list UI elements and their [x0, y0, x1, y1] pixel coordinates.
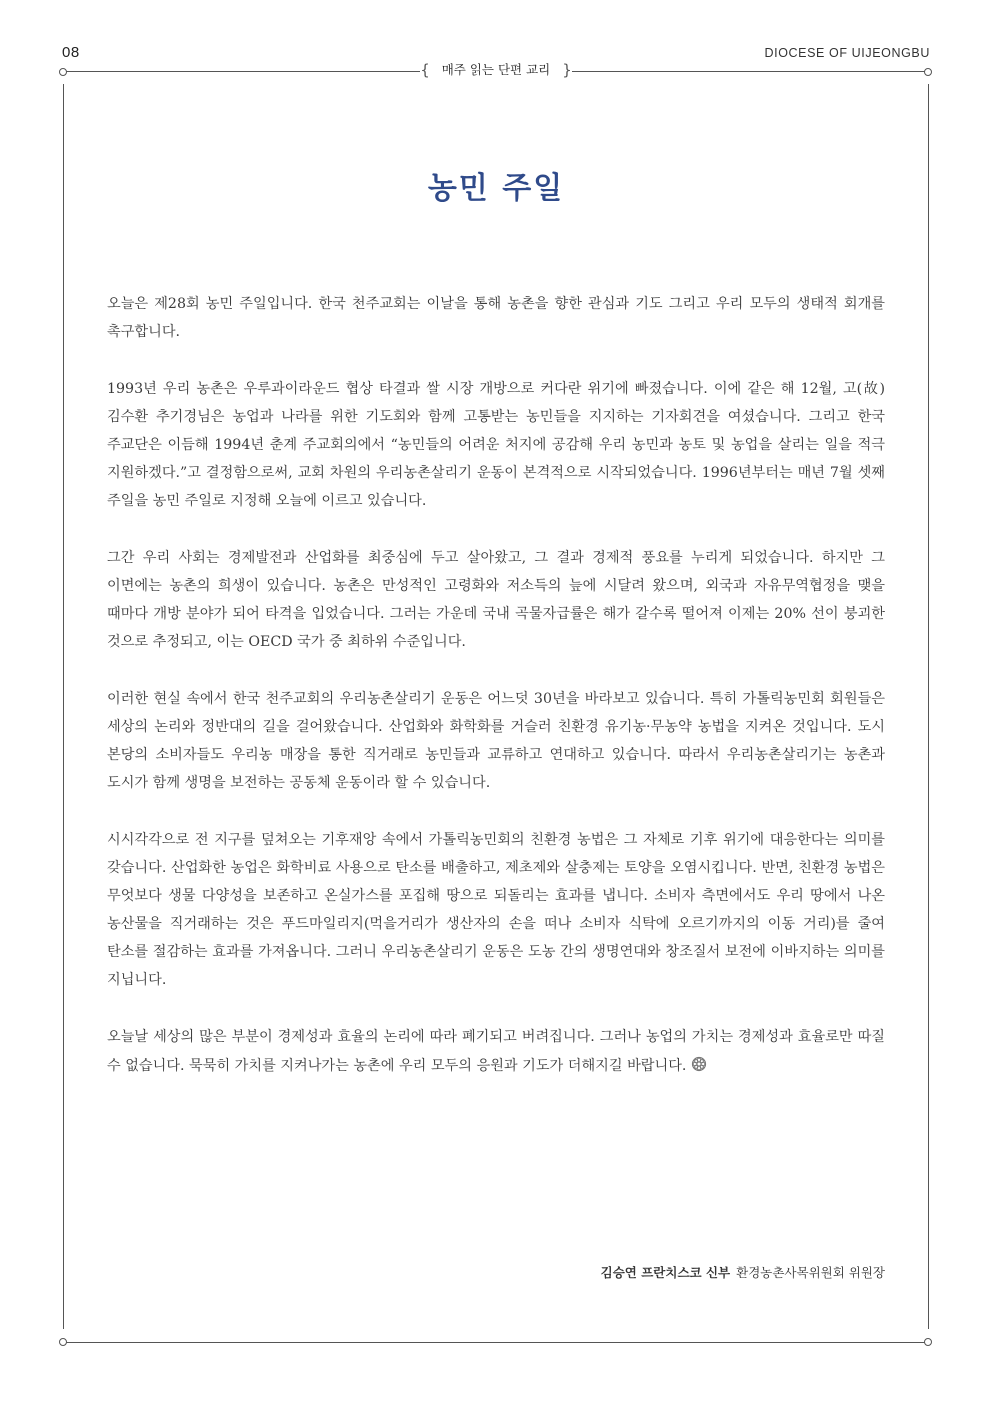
- series-title: 매주 읽는 단편 교리: [438, 62, 555, 77]
- corner-bottom-left: [59, 1338, 67, 1346]
- bottom-border: [66, 1342, 926, 1343]
- author-role: 환경농촌사목위원회 위원장: [736, 1265, 885, 1280]
- author-name: 김승연 프란치스코 신부: [600, 1265, 731, 1280]
- left-border: [63, 84, 64, 1329]
- diocese-name: DIOCESE OF UIJEONGBU: [764, 46, 930, 60]
- paragraph-6-text: 오늘날 세상의 많은 부분이 경제성과 효율의 논리에 따라 폐기되고 버려집니다. 그러나 농업의 가치는 경제성과 효율로만 따질 수 없습니다. 묵묵히 가치를 지켜나가는 농촌에 우리 모두의 응원과 기도가 더해지길 바랍니다.: [107, 1029, 885, 1074]
- paragraph-2: 1993년 우리 농촌은 우루과이라운드 협상 타결과 쌀 시장 개방으로 커다란 위기에 빠졌습니다. 이에 같은 해 12월, 고(故) 김수환 추기경님은 농업과 나라를 위한 기도회와 함께 고통받는 농민들을 지지하는 기자회견을 여셨습니다. 그리고 한국 주교단은 이듬해 1994년 춘계 주교회의에서 “농민들의 어려운 처지에 공감해 우리 농민과 농토 및 농업을 살리는 일을 적극 지원하겠다.”고 결정함으로써, 교회 차원의 우리농촌살리기 운동이 본격적으로 시작되었습니다. 1996년부터는 매년 7월 셋째 주일을 농민 주일로 지정해 오늘에 이르고 있습니다.: [107, 381, 885, 509]
- page-number: 08: [62, 44, 80, 61]
- page-title: 농민 주일: [427, 171, 565, 206]
- paragraph-3: 그간 우리 사회는 경제발전과 산업화를 최중심에 두고 살아왔고, 그 결과 경제적 풍요를 누리게 되었습니다. 하지만 그 이면에는 농촌의 희생이 있습니다. 농촌은 만성적인 고령화와 저소득의 늪에 시달려 왔으며, 외국과 자유무역협정을 맺을 때마다 개방 분야가 되어 타격을 입었습니다. 그러는 가운데 국내 곡물자급률은 해가 갈수록 떨어져 이제는 20% 선이 붕괴한 것으로 추정되고, 이는 OECD 국가 중 최하위 수준입니다.: [107, 550, 885, 650]
- corner-bottom-right: [924, 1338, 932, 1346]
- paragraph-1: 오늘은 제28회 농민 주일입니다. 한국 천주교회는 이날을 통해 농촌을 향한 관심과 기도 그리고 우리 모두의 생태적 회개를 촉구합니다.: [107, 296, 885, 340]
- article-body: [107, 290, 885, 1109]
- paragraph-4: 이러한 현실 속에서 한국 천주교회의 우리농촌살리기 운동은 어느덧 30년을 바라보고 있습니다. 특히 가톨릭농민회 회원들은 세상의 논리와 정반대의 길을 걸어왔습니다. 산업화와 화학화를 거슬러 친환경 유기농·무농약 농법을 지켜온 것입니다. 도시 본당의 소비자들도 우리농 매장을 통한 직거래로 농민들과 교류하고 연대하고 있습니다. 따라서 우리농촌살리기는 농촌과 도시가 함께 생명을 보전하는 공동체 운동이라 할 수 있습니다.: [107, 691, 885, 791]
- right-border: [928, 84, 929, 1329]
- author-credit: [601, 1263, 885, 1281]
- paragraph-6: [107, 1023, 885, 1080]
- paragraph-5: 시시각각으로 전 지구를 덮쳐오는 기후재앙 속에서 가톨릭농민회의 친환경 농법은 그 자체로 기후 위기에 대응한다는 의미를 갖습니다. 산업화한 농업은 화학비료 사용으로 탄소를 배출하고, 제초제와 살충제는 토양을 오염시킵니다. 반면, 친환경 농법은 무엇보다 생물 다양성을 보존하고 온실가스를 포집해 땅으로 되돌리는 효과를 냅니다. 소비자 측면에서도 우리 땅에서 나온 농산물을 직거래하는 것은 푸드마일리지(먹을거리가 생산자의 손을 떠나 소비자 식탁에 오르기까지의 이동 거리)를 줄여 탄소를 절감하는 효과를 가져옵니다. 그러니 우리농촌살리기 운동은 도농 간의 생명연대와 창조질서 보전에 이바지하는 의미를 지닙니다.: [107, 832, 885, 988]
- flower-end-mark-icon: [691, 1051, 707, 1079]
- right-brace-icon: }: [562, 61, 572, 79]
- series-header: [0, 60, 992, 78]
- left-brace-icon: {: [420, 61, 430, 79]
